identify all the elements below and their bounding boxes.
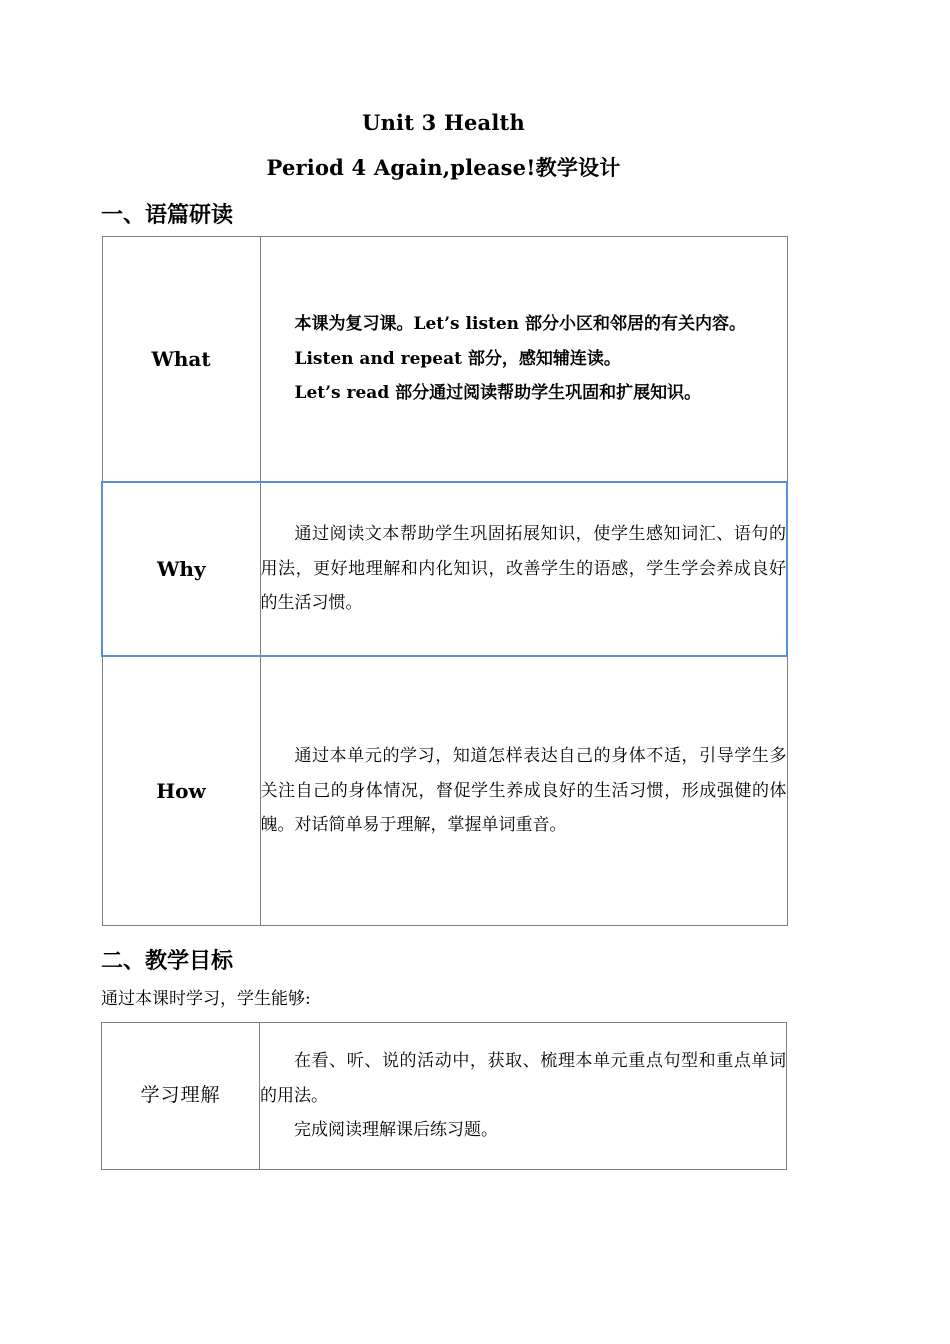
section-lead-text: 通过本课时学习，学生能够:: [101, 989, 311, 1010]
table-row-how: [102, 656, 787, 926]
paragraph: 完成阅读理解课后练习题。: [294, 1119, 498, 1140]
row-label-xuexi-lijie: [102, 1022, 260, 1169]
table-row-what: [102, 236, 787, 482]
table-jiaoxue-mubiao: [101, 1022, 787, 1170]
paragraph: 本课为复习课。Let’s listen 部分小区和邻居的有关内容。: [294, 314, 746, 335]
row-label-what-text: What: [151, 346, 211, 371]
row-body-why: [260, 482, 787, 656]
paragraph: 在看、听、说的活动中，获取、梳理本单元重点句型和重点单词的用法。: [260, 1051, 786, 1106]
paragraph: 通过阅读文本帮助学生巩固拓展知识，使学生感知词汇、语句的用法，更好地理解和内化知识，改善学生的语感，学生学会养成良好的生活习惯。: [260, 524, 786, 614]
table-row-why: [102, 482, 787, 656]
row-label-how-text: How: [156, 778, 206, 803]
document-title-line-1: Unit 3 Health: [362, 110, 525, 135]
table-row-xuexi-lijie: [102, 1022, 787, 1169]
paragraph: 通过本单元的学习，知道怎样表达自己的身体不适，引导学生多关注自己的身体情况，督促学生养成良好的生活习惯，形成强健的体魄。对话简单易于理解，掌握单词重音。: [260, 746, 787, 836]
row-label-xuexi-lijie-text: 学习理解: [140, 1084, 221, 1107]
section-heading-yupian-yandu: 一、语篇研读: [101, 203, 234, 229]
paragraph: Let’s read 部分通过阅读帮助学生巩固和扩展知识。: [294, 383, 702, 404]
row-body-what: [260, 236, 787, 482]
row-body-xuexi-lijie: [260, 1022, 787, 1169]
row-label-why-text: Why: [156, 556, 206, 581]
row-label-why: [102, 482, 260, 656]
document-content: [101, 0, 786, 1170]
document-title-line-2: Period 4 Again,please!教学设计: [266, 155, 621, 181]
row-label-how: [102, 656, 260, 926]
row-label-what: [102, 236, 260, 482]
row-body-how: [260, 656, 787, 926]
section-heading-jiaoxue-mubiao: 二、教学目标: [101, 948, 234, 974]
table-yupian-yandu: [101, 236, 788, 926]
paragraph: Listen and repeat 部分，感知辅连读。: [294, 348, 621, 369]
